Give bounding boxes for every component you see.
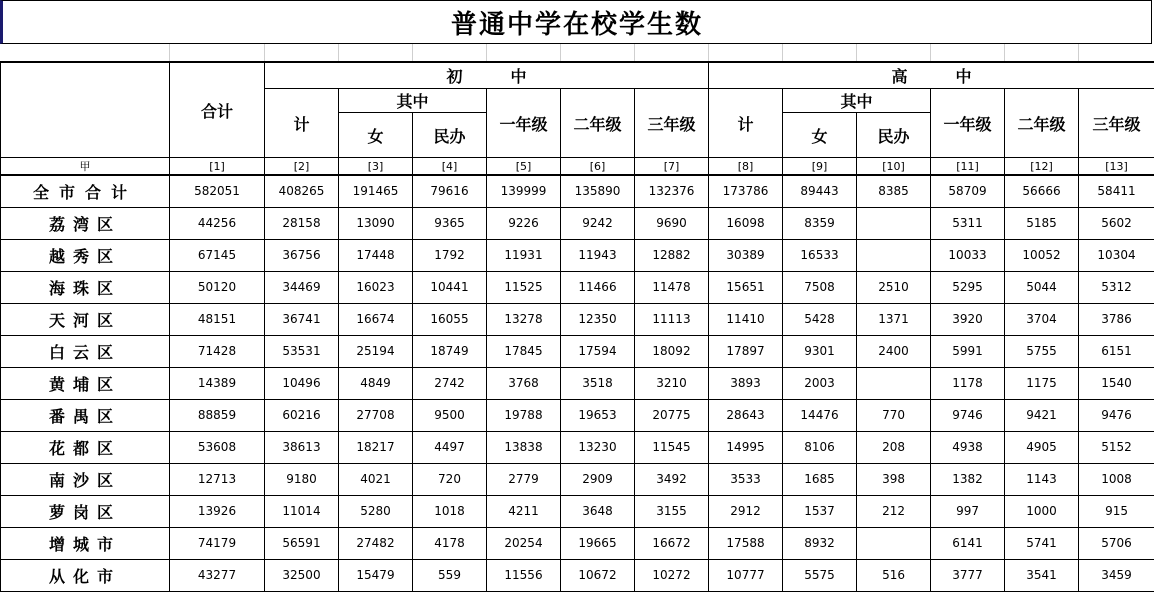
value-cell: 135890 [561, 175, 635, 207]
value-cell: 1371 [857, 303, 931, 335]
value-cell: 2003 [783, 367, 857, 399]
index-cell: [12] [1005, 158, 1079, 176]
value-cell: 11466 [561, 271, 635, 303]
value-cell: 9180 [265, 463, 339, 495]
header-junior-female: 女 [339, 113, 413, 158]
header-total: 合计 [170, 63, 265, 158]
value-cell: 16055 [413, 303, 487, 335]
value-cell: 74179 [170, 527, 265, 559]
header-junior-grade1: 一年级 [487, 89, 561, 158]
value-cell: 3777 [931, 559, 1005, 591]
value-cell: 208 [857, 431, 931, 463]
value-cell: 2912 [709, 495, 783, 527]
district-name: 萝岗区 [1, 495, 170, 527]
value-cell: 27708 [339, 399, 413, 431]
index-cell: [3] [339, 158, 413, 176]
value-cell: 18092 [635, 335, 709, 367]
value-cell: 3518 [561, 367, 635, 399]
value-cell: 5312 [1079, 271, 1154, 303]
value-cell: 173786 [709, 175, 783, 207]
value-cell: 5152 [1079, 431, 1154, 463]
district-name: 天河区 [1, 303, 170, 335]
value-cell: 13926 [170, 495, 265, 527]
table-body [1, 63, 1154, 592]
value-cell: 5185 [1005, 207, 1079, 239]
district-name: 黄埔区 [1, 367, 170, 399]
value-cell: 5280 [339, 495, 413, 527]
table-row [1, 431, 1154, 463]
value-cell: 8106 [783, 431, 857, 463]
value-cell: 3893 [709, 367, 783, 399]
district-name: 白云区 [1, 335, 170, 367]
value-cell: 1178 [931, 367, 1005, 399]
header-junior-subtotal: 计 [265, 89, 339, 158]
value-cell: 12882 [635, 239, 709, 271]
value-cell: 43277 [170, 559, 265, 591]
value-cell: 3648 [561, 495, 635, 527]
value-cell: 56591 [265, 527, 339, 559]
table-row [1, 207, 1154, 239]
value-cell: 1000 [1005, 495, 1079, 527]
value-cell: 17448 [339, 239, 413, 271]
value-cell: 17594 [561, 335, 635, 367]
value-cell: 28643 [709, 399, 783, 431]
value-cell: 10272 [635, 559, 709, 591]
value-cell: 11014 [265, 495, 339, 527]
value-cell: 6151 [1079, 335, 1154, 367]
value-cell: 4938 [931, 431, 1005, 463]
value-cell: 1540 [1079, 367, 1154, 399]
value-cell: 11478 [635, 271, 709, 303]
header-row-1 [1, 63, 1154, 89]
value-cell: 1792 [413, 239, 487, 271]
value-cell: 1143 [1005, 463, 1079, 495]
value-cell: 5741 [1005, 527, 1079, 559]
district-name: 从化市 [1, 559, 170, 591]
value-cell: 48151 [170, 303, 265, 335]
value-cell: 3155 [635, 495, 709, 527]
value-cell [857, 239, 931, 271]
index-cell: 甲 [1, 158, 170, 176]
value-cell: 11113 [635, 303, 709, 335]
header-junior-of-which: 其中 [339, 89, 487, 113]
value-cell: 14389 [170, 367, 265, 399]
value-cell: 8359 [783, 207, 857, 239]
value-cell: 398 [857, 463, 931, 495]
value-cell: 44256 [170, 207, 265, 239]
value-cell: 9242 [561, 207, 635, 239]
header-senior-subtotal: 计 [709, 89, 783, 158]
index-cell: [4] [413, 158, 487, 176]
value-cell: 10672 [561, 559, 635, 591]
value-cell: 5428 [783, 303, 857, 335]
value-cell: 770 [857, 399, 931, 431]
district-name: 越秀区 [1, 239, 170, 271]
header-senior-grade2: 二年级 [1005, 89, 1079, 158]
value-cell: 9746 [931, 399, 1005, 431]
value-cell: 9365 [413, 207, 487, 239]
district-name: 番禺区 [1, 399, 170, 431]
value-cell: 19653 [561, 399, 635, 431]
table-row [1, 175, 1154, 207]
value-cell: 13230 [561, 431, 635, 463]
value-cell: 11931 [487, 239, 561, 271]
value-cell: 10304 [1079, 239, 1154, 271]
value-cell: 15651 [709, 271, 783, 303]
value-cell: 50120 [170, 271, 265, 303]
value-cell: 7508 [783, 271, 857, 303]
header-senior-grade1: 一年级 [931, 89, 1005, 158]
value-cell: 5575 [783, 559, 857, 591]
table-row [1, 495, 1154, 527]
value-cell: 3541 [1005, 559, 1079, 591]
value-cell: 997 [931, 495, 1005, 527]
district-name: 南沙区 [1, 463, 170, 495]
value-cell [857, 367, 931, 399]
value-cell: 19788 [487, 399, 561, 431]
value-cell: 5044 [1005, 271, 1079, 303]
value-cell: 58709 [931, 175, 1005, 207]
value-cell: 17588 [709, 527, 783, 559]
index-cell: [10] [857, 158, 931, 176]
value-cell: 139999 [487, 175, 561, 207]
value-cell: 2400 [857, 335, 931, 367]
value-cell: 3492 [635, 463, 709, 495]
value-cell: 4178 [413, 527, 487, 559]
value-cell: 5991 [931, 335, 1005, 367]
value-cell: 1175 [1005, 367, 1079, 399]
value-cell: 2742 [413, 367, 487, 399]
value-cell [857, 527, 931, 559]
value-cell: 20775 [635, 399, 709, 431]
value-cell: 720 [413, 463, 487, 495]
value-cell: 212 [857, 495, 931, 527]
value-cell: 10033 [931, 239, 1005, 271]
value-cell: 10441 [413, 271, 487, 303]
value-cell: 19665 [561, 527, 635, 559]
value-cell: 4905 [1005, 431, 1079, 463]
value-cell: 1382 [931, 463, 1005, 495]
index-cell: [9] [783, 158, 857, 176]
table-row [1, 271, 1154, 303]
value-cell: 11545 [635, 431, 709, 463]
header-senior-grade3: 三年级 [1079, 89, 1154, 158]
index-row [1, 158, 1154, 176]
value-cell: 14995 [709, 431, 783, 463]
value-cell: 9301 [783, 335, 857, 367]
value-cell: 559 [413, 559, 487, 591]
page-title: 普通中学在校学生数 [450, 9, 703, 40]
district-name: 荔湾区 [1, 207, 170, 239]
value-cell: 56666 [1005, 175, 1079, 207]
value-cell: 36741 [265, 303, 339, 335]
header-junior-grade2: 二年级 [561, 89, 635, 158]
value-cell: 16672 [635, 527, 709, 559]
value-cell: 9421 [1005, 399, 1079, 431]
value-cell: 16023 [339, 271, 413, 303]
value-cell: 3786 [1079, 303, 1154, 335]
value-cell: 25194 [339, 335, 413, 367]
value-cell: 132376 [635, 175, 709, 207]
header-junior-grade3: 三年级 [635, 89, 709, 158]
value-cell: 1018 [413, 495, 487, 527]
student-table [0, 62, 1154, 592]
title-bar [0, 0, 1152, 44]
value-cell: 10777 [709, 559, 783, 591]
value-cell: 34469 [265, 271, 339, 303]
value-cell: 53608 [170, 431, 265, 463]
value-cell: 13838 [487, 431, 561, 463]
value-cell: 17897 [709, 335, 783, 367]
header-senior-of-which: 其中 [783, 89, 931, 113]
value-cell: 3704 [1005, 303, 1079, 335]
table-row [1, 399, 1154, 431]
header-junior: 初 中 [265, 63, 709, 89]
value-cell: 4021 [339, 463, 413, 495]
value-cell: 16674 [339, 303, 413, 335]
index-cell: [5] [487, 158, 561, 176]
value-cell: 4849 [339, 367, 413, 399]
value-cell: 10496 [265, 367, 339, 399]
index-cell: [13] [1079, 158, 1154, 176]
value-cell: 408265 [265, 175, 339, 207]
index-cell: [6] [561, 158, 635, 176]
value-cell: 5706 [1079, 527, 1154, 559]
value-cell: 13090 [339, 207, 413, 239]
value-cell: 30389 [709, 239, 783, 271]
value-cell: 11525 [487, 271, 561, 303]
index-cell: [2] [265, 158, 339, 176]
value-cell: 3459 [1079, 559, 1154, 591]
district-name: 全市合计 [1, 175, 170, 207]
value-cell: 14476 [783, 399, 857, 431]
value-cell: 28158 [265, 207, 339, 239]
value-cell: 9476 [1079, 399, 1154, 431]
value-cell: 8385 [857, 175, 931, 207]
value-cell: 9226 [487, 207, 561, 239]
value-cell: 60216 [265, 399, 339, 431]
value-cell: 5311 [931, 207, 1005, 239]
value-cell: 3768 [487, 367, 561, 399]
value-cell: 1008 [1079, 463, 1154, 495]
value-cell: 5755 [1005, 335, 1079, 367]
value-cell: 18749 [413, 335, 487, 367]
value-cell: 67145 [170, 239, 265, 271]
value-cell: 15479 [339, 559, 413, 591]
value-cell: 79616 [413, 175, 487, 207]
header-senior-female: 女 [783, 113, 857, 158]
value-cell: 6141 [931, 527, 1005, 559]
district-name: 海珠区 [1, 271, 170, 303]
value-cell: 13278 [487, 303, 561, 335]
table-row [1, 239, 1154, 271]
value-cell: 36756 [265, 239, 339, 271]
value-cell: 12713 [170, 463, 265, 495]
index-cell: [1] [170, 158, 265, 176]
value-cell: 4211 [487, 495, 561, 527]
value-cell: 1685 [783, 463, 857, 495]
value-cell: 38613 [265, 431, 339, 463]
header-corner [1, 63, 170, 158]
value-cell: 10052 [1005, 239, 1079, 271]
header-junior-private: 民办 [413, 113, 487, 158]
district-name: 花都区 [1, 431, 170, 463]
value-cell: 27482 [339, 527, 413, 559]
table-row [1, 367, 1154, 399]
value-cell: 53531 [265, 335, 339, 367]
value-cell: 71428 [170, 335, 265, 367]
value-cell: 3920 [931, 303, 1005, 335]
value-cell: 4497 [413, 431, 487, 463]
value-cell: 58411 [1079, 175, 1154, 207]
value-cell: 11943 [561, 239, 635, 271]
value-cell [857, 207, 931, 239]
value-cell: 915 [1079, 495, 1154, 527]
header-senior-private: 民办 [857, 113, 931, 158]
table-row [1, 463, 1154, 495]
value-cell: 89443 [783, 175, 857, 207]
table-row [1, 527, 1154, 559]
spacer-row [0, 44, 1154, 63]
header-senior: 高 中 [709, 63, 1154, 89]
value-cell: 20254 [487, 527, 561, 559]
value-cell: 582051 [170, 175, 265, 207]
value-cell: 5602 [1079, 207, 1154, 239]
value-cell: 3533 [709, 463, 783, 495]
value-cell: 2779 [487, 463, 561, 495]
value-cell: 11556 [487, 559, 561, 591]
value-cell: 32500 [265, 559, 339, 591]
table-row [1, 303, 1154, 335]
value-cell: 16533 [783, 239, 857, 271]
value-cell: 516 [857, 559, 931, 591]
index-cell: [11] [931, 158, 1005, 176]
value-cell: 191465 [339, 175, 413, 207]
value-cell: 12350 [561, 303, 635, 335]
value-cell: 9500 [413, 399, 487, 431]
district-name: 增城市 [1, 527, 170, 559]
value-cell: 18217 [339, 431, 413, 463]
value-cell: 16098 [709, 207, 783, 239]
value-cell: 3210 [635, 367, 709, 399]
table-row [1, 559, 1154, 591]
value-cell: 5295 [931, 271, 1005, 303]
value-cell: 9690 [635, 207, 709, 239]
value-cell: 17845 [487, 335, 561, 367]
value-cell: 2510 [857, 271, 931, 303]
value-cell: 1537 [783, 495, 857, 527]
index-cell: [8] [709, 158, 783, 176]
table-row [1, 335, 1154, 367]
index-cell: [7] [635, 158, 709, 176]
value-cell: 11410 [709, 303, 783, 335]
value-cell: 88859 [170, 399, 265, 431]
value-cell: 2909 [561, 463, 635, 495]
value-cell: 8932 [783, 527, 857, 559]
